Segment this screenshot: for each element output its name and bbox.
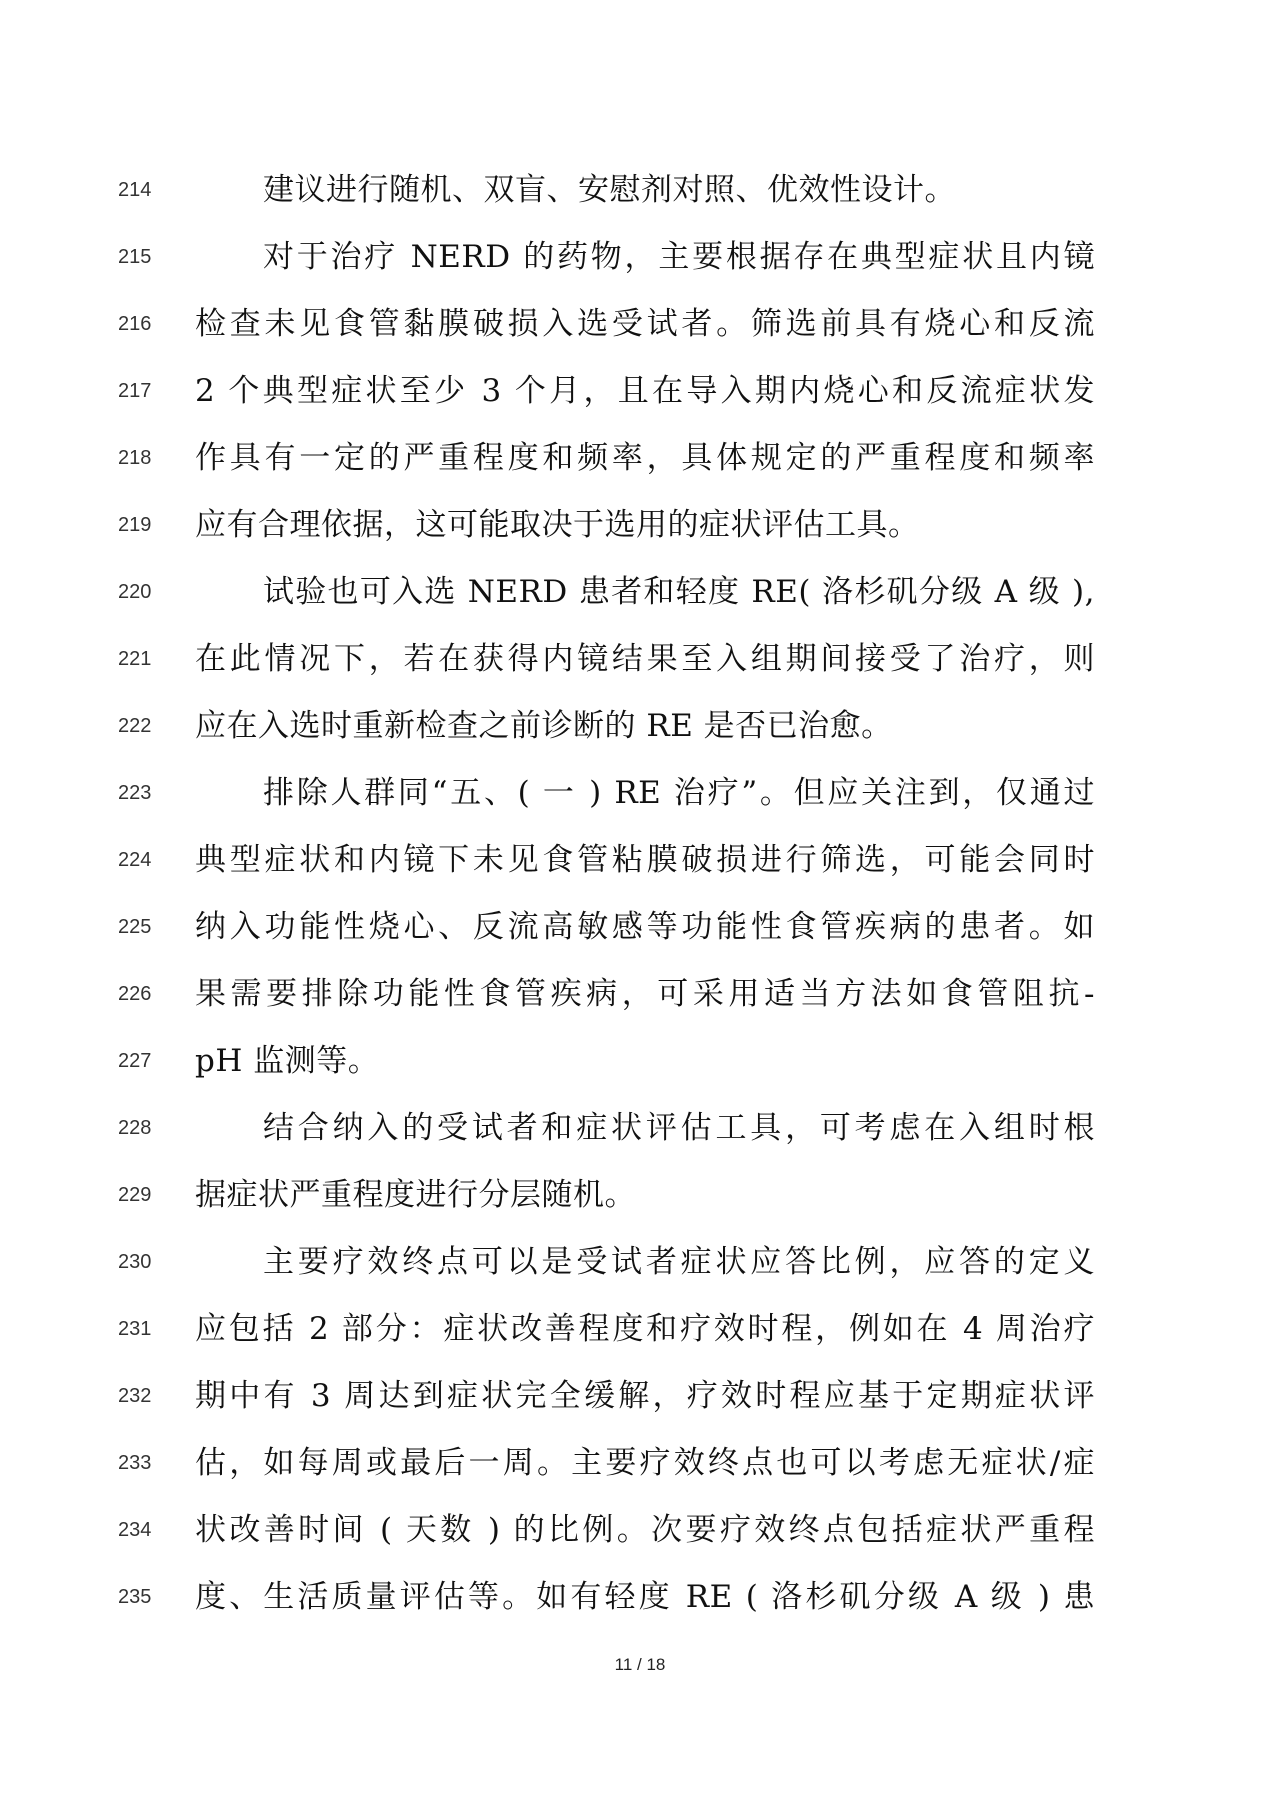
line-text: 应在入选时重新检查之前诊断的 RE 是否已治愈。 (195, 708, 893, 744)
line-text: 典型症状和内镜下未见食管粘膜破损进行筛选，可能会同时 (195, 842, 1095, 878)
line-221 (0, 634, 1280, 684)
line-text: 度、生活质量评估等。如有轻度 RE ( 洛杉矶分级 A 级 ) 患 (195, 1579, 1095, 1615)
line-number: 223 (118, 782, 152, 804)
line-number: 227 (118, 1050, 152, 1072)
line-number: 233 (118, 1452, 152, 1474)
line-text: 作具有一定的严重程度和频率，具体规定的严重程度和频率 (195, 440, 1095, 476)
line-215 (0, 232, 1280, 282)
line-number: 228 (118, 1117, 152, 1139)
line-233 (0, 1438, 1280, 1488)
line-222 (0, 701, 1280, 751)
line-217 (0, 366, 1280, 416)
line-number: 232 (118, 1385, 152, 1407)
line-text: 应有合理依据，这可能取决于选用的症状评估工具。 (195, 507, 920, 543)
line-text: 状改善时间 ( 天数 ) 的比例。次要疗效终点包括症状严重程 (195, 1512, 1095, 1548)
line-text: 2 个典型症状至少 3 个月，且在导入期内烧心和反流症状发 (195, 373, 1095, 409)
line-number: 235 (118, 1586, 152, 1608)
line-number: 229 (118, 1184, 152, 1206)
line-231 (0, 1304, 1280, 1354)
line-227 (0, 1036, 1280, 1086)
line-number: 231 (118, 1318, 152, 1340)
line-number: 215 (118, 246, 152, 268)
line-235 (0, 1572, 1280, 1622)
line-text: 建议进行随机、双盲、安慰剂对照、优效性设计。 (263, 172, 956, 208)
line-text: 主要疗效终点可以是受试者症状应答比例，应答的定义 (263, 1244, 1095, 1280)
line-229 (0, 1170, 1280, 1220)
line-text: 据症状严重程度进行分层随机。 (195, 1177, 636, 1213)
line-number: 226 (118, 983, 152, 1005)
line-number: 220 (118, 581, 152, 603)
line-234 (0, 1505, 1280, 1555)
line-232 (0, 1371, 1280, 1421)
line-230 (0, 1237, 1280, 1287)
line-text: 在此情况下，若在获得内镜结果至入组期间接受了治疗，则 (195, 641, 1095, 677)
line-number: 221 (118, 648, 152, 670)
line-number: 230 (118, 1251, 152, 1273)
line-225 (0, 902, 1280, 952)
line-text: 排除人群同“五、( 一 ) RE 治疗”。但应关注到，仅通过 (263, 775, 1095, 811)
line-218 (0, 433, 1280, 483)
line-text: 检查未见食管黏膜破损入选受试者。筛选前具有烧心和反流 (195, 306, 1095, 342)
line-text: 结合纳入的受试者和症状评估工具，可考虑在入组时根 (263, 1110, 1095, 1146)
line-text: pH 监测等。 (195, 1043, 380, 1079)
line-text: 估，如每周或最后一周。主要疗效终点也可以考虑无症状/症 (195, 1445, 1095, 1481)
line-number: 216 (118, 313, 152, 335)
line-number: 224 (118, 849, 152, 871)
line-text: 试验也可入选 NERD 患者和轻度 RE( 洛杉矶分级 A 级 ), (263, 574, 1095, 610)
line-number: 234 (118, 1519, 152, 1541)
line-228 (0, 1103, 1280, 1153)
line-text: 对于治疗 NERD 的药物，主要根据存在典型症状且内镜 (263, 239, 1095, 275)
line-text: 期中有 3 周达到症状完全缓解，疗效时程应基于定期症状评 (195, 1378, 1095, 1414)
line-number: 222 (118, 715, 152, 737)
line-number: 217 (118, 380, 152, 402)
line-214 (0, 165, 1280, 215)
line-text: 应包括 2 部分：症状改善程度和疗效时程，例如在 4 周治疗 (195, 1311, 1095, 1347)
line-216 (0, 299, 1280, 349)
line-number: 214 (118, 179, 152, 201)
line-text: 果需要排除功能性食管疾病，可采用适当方法如食管阻抗- (195, 976, 1095, 1012)
line-219 (0, 500, 1280, 550)
page-number: 11 / 18 (614, 1655, 666, 1674)
line-224 (0, 835, 1280, 885)
line-226 (0, 969, 1280, 1019)
line-220 (0, 567, 1280, 617)
line-number: 218 (118, 447, 152, 469)
line-number: 219 (118, 514, 152, 536)
line-text: 纳入功能性烧心、反流高敏感等功能性食管疾病的患者。如 (195, 909, 1095, 945)
line-number: 225 (118, 916, 152, 938)
line-223 (0, 768, 1280, 818)
